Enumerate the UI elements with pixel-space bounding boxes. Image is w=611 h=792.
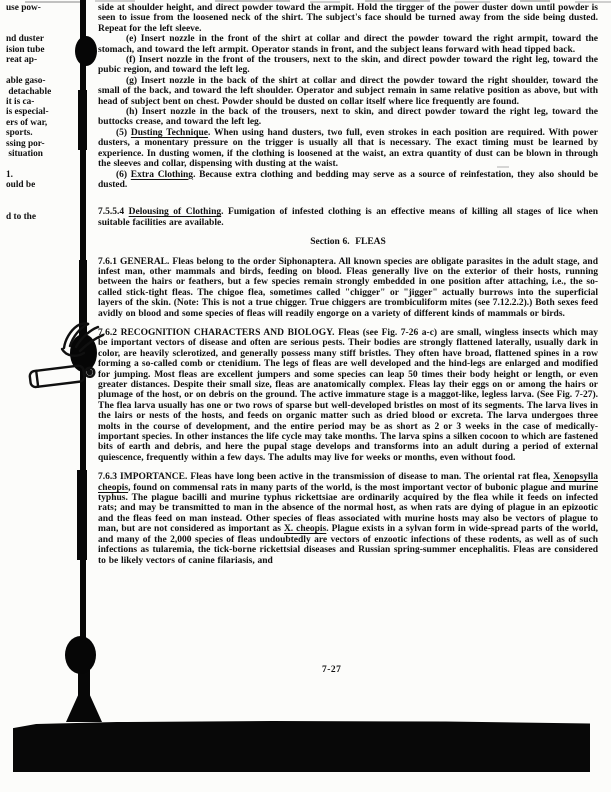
margin-fragment-line: ers of war, — [6, 117, 48, 128]
margin-fragment-line — [6, 24, 78, 34]
text-run: (f) Insert nozzle in the front of the trousers, next to the skin, and direct powder toward the right leg, toward the pubic region, and toward the left leg. — [98, 55, 598, 76]
text-run: . Fumigation of infested clothing is an effective means of killing all stages of lice when suitable facilities are available. — [98, 207, 598, 228]
margin-fragment-line: situation — [6, 149, 43, 160]
binding-shadow-segment — [77, 470, 87, 560]
paragraph — [98, 3, 598, 34]
margin-fragment-line: nd duster — [6, 34, 44, 45]
ink-smudge — [66, 694, 102, 722]
text-run: (g) Insert nozzle in the back of the shirt at collar and direct the powder toward the right shoulder, toward the small of the back, and toward the left shoulder. Operator and subject remain in same relative position as above, but with head of subject bent on chest. Powder should be dusted on collar itself where lice frequently are found. — [98, 75, 598, 107]
margin-fragment-line: ssing por- — [6, 138, 45, 149]
section-heading — [98, 237, 598, 247]
margin-fragment-line: d to the — [6, 211, 36, 222]
underlined-term: X. cheopis — [283, 524, 327, 535]
margin-fragment-line — [6, 191, 78, 201]
margin-fragment-line — [6, 66, 78, 76]
underlined-term: Delousing of Clothing — [128, 207, 222, 218]
margin-fragment-line: reat ap- — [6, 55, 38, 66]
paragraph — [98, 472, 598, 566]
margin-fragment-line: able gaso- — [6, 76, 46, 87]
scan-artifact — [520, 0, 550, 2]
margin-fragment-line: 1. — [6, 170, 13, 180]
margin-fragment-line: ision tube — [6, 44, 45, 55]
paragraph — [98, 76, 598, 107]
text-run: , found on commensal rats in many parts of the world, is the most important vector of bubonic plague and murine typhus. The plague bacilli and murine typhus rickettsiae are ordinarily acquired by the flea while it feeds on infected rats; and may be transmitted to man in the absence of the normal host, as when rats are dying of plague in an epizootic and the fleas feed on man instead. Other species of fleas associated with murine hosts may also be vectors of plague to man, but are not considered as important as — [98, 482, 598, 535]
margin-fragment-line — [6, 160, 78, 170]
margin-fragment-line — [6, 201, 78, 211]
bottom-ink-bar — [13, 721, 590, 772]
scan-artifact — [95, 0, 135, 2]
margin-fragment-line — [6, 13, 78, 23]
paragraph — [98, 107, 598, 128]
paragraph — [98, 207, 598, 228]
margin-fragment-line: use pow- — [6, 3, 41, 13]
text-run: (h) Insert nozzle in the back of the trousers, next to skin, and direct powder toward the right leg, toward the buttocks crease, and toward the left leg. — [98, 107, 598, 128]
text-run: (5) — [116, 127, 131, 138]
paragraph — [98, 34, 598, 55]
scan-artifact — [215, 0, 290, 2]
margin-fragment-line: it is ca- — [6, 96, 35, 107]
underlined-term: Extra Clothing — [130, 169, 194, 180]
margin-fragment-line: ould be — [6, 180, 36, 191]
body-text — [98, 3, 598, 566]
margin-fragment-line: is especial- — [6, 107, 49, 118]
underlined-term: Dusting Technique — [130, 127, 209, 138]
text-run: 7.6.3 IMPORTANCE. Fleas have long been active in the transmission of disease to man. The oriental rat flea, — [98, 472, 554, 483]
text-run: (e) Insert nozzle in the front of the shirt at collar and direct the powder toward the right armpit, toward the stomach, and toward the left armpit. Operator stands in front, and the subject leans forward with head tipped back. — [98, 34, 598, 55]
text-run: (6) — [116, 169, 131, 180]
paragraph — [98, 328, 598, 463]
text-run: side at shoulder height, and direct powder toward the armpit. Hold the tirgger of the power duster down until powder is seen to issue from the loosened neck of the shirt. The subject's face should be turned away from the side being dusted. Repeat for the left sleeve. — [98, 3, 598, 34]
binding-shadow-segment — [78, 90, 87, 150]
left-margin-fragments — [6, 3, 78, 222]
scan-artifact — [365, 0, 430, 2]
paragraph — [98, 170, 598, 191]
ink-blob — [65, 636, 96, 674]
text-run: . Because extra clothing and bedding may serve as a source of reinfestation, they also should be dusted. — [98, 169, 598, 190]
text-run: 7.5.5.4 — [98, 207, 129, 218]
text-run: . When using hand dusters, two full, even strokes in each position are required. With power dusters, a monentary pressure on the trigger is usually all that is necessary. The exact timing must be learned by experience. In dusting women, if the clothing is loosened at the waist, an extra quantity of dust can be blown in through the sleeves and collar, dispensing with dusting at the waist. — [98, 127, 599, 170]
page-number: 7-27 — [322, 665, 342, 675]
ink-blob — [75, 36, 97, 66]
margin-fragment-line: sports. — [6, 128, 33, 139]
text-run: 7.6.2 RECOGNITION CHARACTERS AND BIOLOGY. Fleas (see Fig. 7-26 a-c) are small, wingless insects which may be important vectors of disease and often are serious pests. Their bodies are strongly flattened laterally, usually dark in color, are heavily sclerotized, and generally possess many stiff bristles. They often have broad, flattened spines in a row forming a so-called comb or ctenidium. The legs of fleas are well developed and the hind-legs are enlarged and modified for jumping. Most fleas are excellent jumpers and some species can leap 50 times their body height or length, or even greater distances. Despite their small size, fleas are anatomically complex. Fleas lay their eggs on or among the hairs or plumage of the host, or on debris on the ground. The active immature stage is a maggot-like, legless larva. (See Fig. 7-27). The flea larva usually has one or two rows of sparse but well-developed bristles on most of its segments. The larva lives in the lairs or nests of the hosts, and feeds on organic matter such as dried blood or excreta. The larva undergoes three molts in the course of development, and the entire period may be as short as 2 or 3 weeks in the case of medically-important species. In other instances the life cycle may take months. The larva spins a silken cocoon to which are fastened bits of earth and debris, and here the pupal stage develops and transforms into an adult during a period of external quiescence, frequently within a few days. The adults may live for weeks or months, even without food. — [98, 327, 598, 463]
paragraph — [98, 128, 598, 170]
text-run: . Plague exists in a sylvan form in wide-spread parts of the world, and many of the 2,000 species of fleas undoubtedly are vectors of enzootic infections of these rodents, as well as of such infections as tularemia, the tick-borne rickettsial diseases and Russian spring-summer encephalitis. Fleas are considered to be likely vectors of canine filariasis, and — [98, 524, 598, 566]
paragraph — [98, 55, 598, 76]
underlined-term: Xenopsylla cheopis — [98, 472, 598, 493]
margin-fragment-line: detachable — [6, 86, 52, 97]
text-run: Section 6. FLEAS — [310, 237, 386, 248]
text-run: 7.6.1 GENERAL. Fleas belong to the order Siphonaptera. All known species are obligate parasites in the adult stage, and infest man, other mammals and birds, feeding on blood. Fleas generally live on the exterior of their hosts, running between the hairs or feathers, but a few species remain strongly embedded in one position after attaching, i.e., the so-called stick-tight fleas. The chigoe flea, sometimes called "chigger" or "jigger" actually burrows into the superficial layers of the skin. (Note: This is not a true chigger. True chiggers are trombiculiform mites (see 7.12.2.2).) Both sexes feed avidly on blood and some species of fleas will readily engorge on a variety of different kinds of mammals or birds. — [98, 256, 598, 319]
paragraph — [98, 257, 598, 319]
